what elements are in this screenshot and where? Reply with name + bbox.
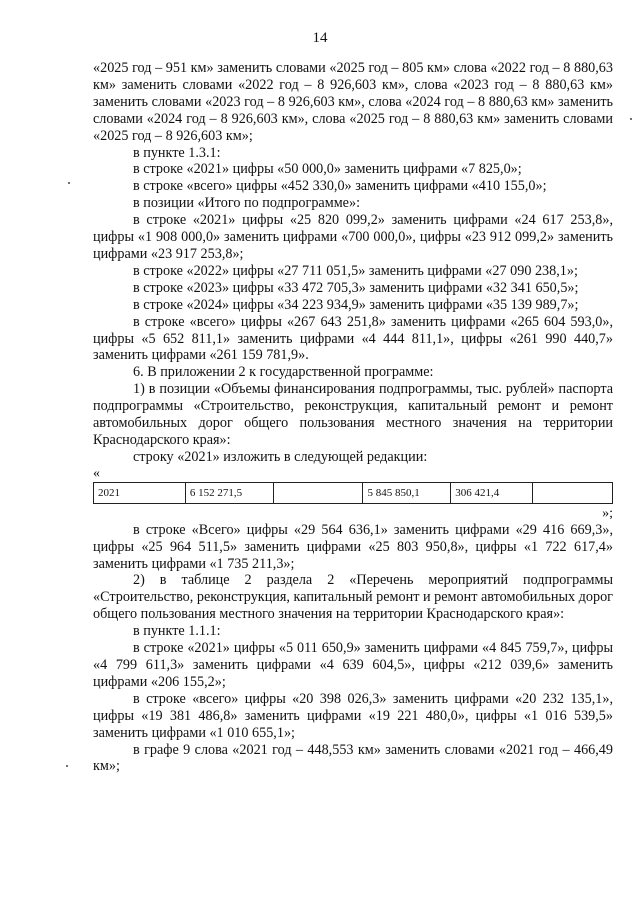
table-cell-federal xyxy=(273,482,363,503)
paragraphs-after-table xyxy=(93,522,613,776)
paragraph: в строке «Всего» цифры «29 564 636,1» заменить цифрами «29 416 669,3», цифры «25 964 511,5» заменить цифрами «25 803 950,8», цифры «1 722 617,4» заменить цифрами «1 735 211,3»; xyxy=(93,521,613,572)
paragraph: в строке «2021» цифры «50 000,0» заменить цифрами «7 825,0»; xyxy=(133,161,522,178)
paragraph: в строке «2022» цифры «27 711 051,5» заменить цифрами «27 090 238,1»; xyxy=(133,262,578,279)
scan-speck xyxy=(68,182,70,184)
paragraph: в строке «всего» цифры «452 330,0» заменить цифрами «410 155,0»; xyxy=(133,178,547,195)
paragraph: в строке «всего» цифры «267 643 251,8» заменить цифрами «265 604 593,0», цифры «5 652 811,1» заменить цифрами «4 444 811,1», цифры «261 990 440,7» заменить цифрами «261 159 781,9». xyxy=(93,313,613,364)
financing-table xyxy=(93,482,613,504)
paragraph: в пункте 1.1.1: xyxy=(133,623,221,640)
paragraph: «2025 год – 951 км» заменить словами «2025 год – 805 км» слова «2022 год – 8 880,63 км» заменить словами «2022 год – 8 926,603 км», слова «2023 год – 8 880,63 км» заменить словами «2023 год – 8 926,603 км», слова «2024 год – 8 880,63 км» заменить словами «2024 год – 8 926,603 км», слова «2025 год – 8 880,63 км» заменить словами «2025 год – 8 926,603 км»; xyxy=(93,60,613,144)
paragraph: в пункте 1.3.1: xyxy=(133,144,221,161)
table-cell-total: 6 152 271,5 xyxy=(185,482,273,503)
paragraph: в строке «всего» цифры «20 398 026,3» заменить цифрами «20 232 135,1», цифры «19 381 486,8» заменить цифрами «19 221 480,0», цифры «1 016 539,5» заменить цифрами «1 010 655,1»; xyxy=(93,690,613,741)
table-close-quote: »; xyxy=(602,505,613,521)
scan-speck xyxy=(630,118,632,120)
paragraph: 2) в таблице 2 раздела 2 «Перечень мероприятий подпрограммы «Строительство, реконструкция, капитальный ремонт и ремонт автомобильных дорог общего пользования местного значения на территории Краснодарского края»: xyxy=(93,572,613,623)
document-body xyxy=(93,60,613,775)
scan-speck xyxy=(66,765,68,767)
paragraph: 6. В приложении 2 к государственной программе: xyxy=(133,364,434,381)
table-row xyxy=(94,482,613,503)
paragraph: в строке «2023» цифры «33 472 705,3» заменить цифрами «32 341 650,5»; xyxy=(133,279,579,296)
table-cell-other xyxy=(533,482,613,503)
paragraph: в строке «2021» цифры «5 011 650,9» заменить цифрами «4 845 759,7», цифры «4 799 611,3» заменить цифрами «4 639 604,5», цифры «212 039,6» заменить цифрами «206 155,2»; xyxy=(93,640,613,690)
table-cell-regional: 5 845 850,1 xyxy=(363,482,451,503)
table-cell-local: 306 421,4 xyxy=(451,482,533,503)
table-open-quote: « xyxy=(93,465,100,481)
paragraph: в строке «2024» цифры «34 223 934,9» заменить цифрами «35 139 989,7»; xyxy=(133,296,579,313)
paragraph: в позиции «Итого по подпрограмме»: xyxy=(133,195,361,212)
table-cell-year: 2021 xyxy=(94,482,186,503)
paragraph: 1) в позиции «Объемы финансирования подпрограммы, тыс. рублей» паспорта подпрограммы «Строительство, реконструкция, капитальный ремонт и ремонт автомобильных дорог общего пользования местного значения на территории Краснодарского края»: xyxy=(93,381,613,448)
paragraphs-before-table xyxy=(93,60,613,466)
paragraph: строку «2021» изложить в следующей редакции: xyxy=(133,448,428,465)
paragraph: в строке «2021» цифры «25 820 099,2» заменить цифрами «24 617 253,8», цифры «1 908 000,0» заменить цифрами «700 000,0», цифры «23 912 099,2» заменить цифрами «23 917 253,8»; xyxy=(93,212,613,262)
page-number: 14 xyxy=(312,30,328,46)
paragraph: в графе 9 слова «2021 год – 448,553 км» заменить словами «2021 год – 466,49 км»; xyxy=(93,741,613,775)
